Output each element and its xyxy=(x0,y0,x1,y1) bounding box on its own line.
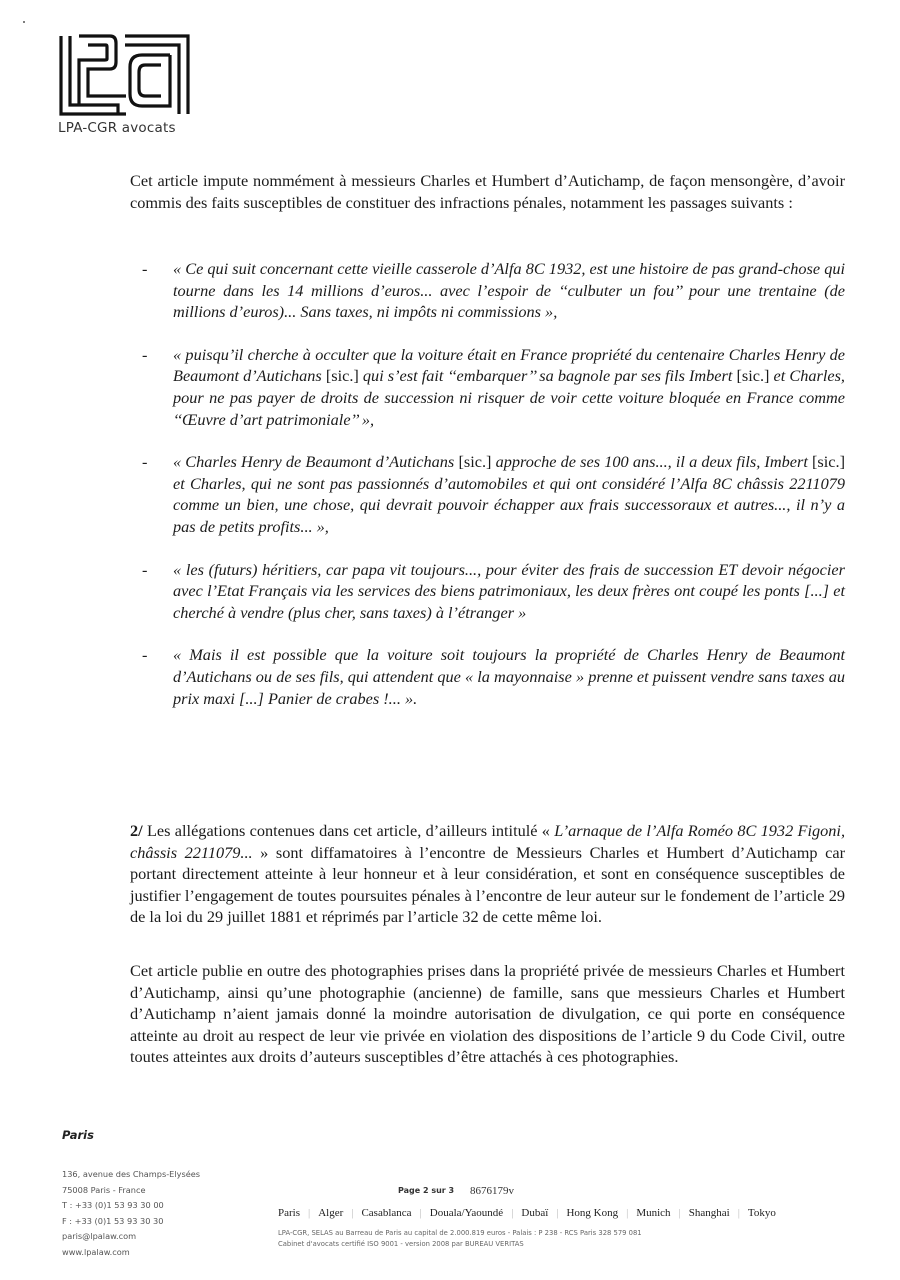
office-douala-yaounde: Douala/Yaoundé xyxy=(429,1207,504,1219)
quote-text: approche de ses 100 ans..., il a deux fils, Imbert xyxy=(491,452,812,472)
lpa-logo-mark-icon xyxy=(58,34,192,118)
sic-marker: [sic.] xyxy=(736,366,770,386)
office-alger: Alger xyxy=(318,1207,344,1219)
address-line: 75008 Paris - France xyxy=(62,1184,146,1195)
separator: | xyxy=(737,1207,740,1219)
separator: | xyxy=(678,1207,681,1219)
firm-name: LPA-CGR avocats xyxy=(58,120,176,136)
phone-line: T : +33 (0)1 53 93 30 00 xyxy=(62,1200,164,1210)
paragraph-rest: » sont diffamatoires à l’encontre de Messieurs Charles et Humbert d’Autichamp car portant directement atteinte à leur honneur et à leur considération, et sont en conséquence susceptibles de justifier l’engagement de toutes poursuites pénales à l’encontre de leur auteur sur le fondement de l’article 29 de la loi du 29 juillet 1881 et réprimés par l’article 32 de cette même loi. xyxy=(130,842,845,927)
quoted-passage xyxy=(130,644,845,709)
separator: | xyxy=(626,1207,629,1219)
quote-text: « les (futurs) héritiers, car papa vit toujours..., pour éviter des frais de succession ET devoir négocier avec l’Etat Français via les services des biens patrimoniaux, les deux frères ont coupé les ponts [...] et cherché à vendre (plus cher, sans taxes) à l’étranger » xyxy=(173,559,845,622)
separator: | xyxy=(556,1207,559,1219)
fax-line: F : +33 (0)1 53 93 30 30 xyxy=(62,1215,164,1226)
intro-paragraph: Cet article impute nommément à messieurs Charles et Humbert d’Autichamp, de façon mensongère, d’avoir commis des faits susceptibles de constituer des infractions pénales, notamment les passages suivants : xyxy=(130,171,845,212)
quote-text: « Ce qui suit concernant cette vieille casserole d’Alfa 8C 1932, est une histoire de pas grand-chose qui tourne dans les 14 millions d’euros... avec l’espoir de ‘‘culbuter un fou’’ pour une trentaine (de millions d’euros)... Sans taxes, ni impôts ni commissions », xyxy=(173,259,845,322)
address-line: 136, avenue des Champs-Elysées xyxy=(62,1169,201,1179)
office-list xyxy=(278,1206,776,1220)
office-tokyo: Tokyo xyxy=(747,1207,776,1219)
sic-marker: [sic.] xyxy=(325,366,359,386)
quote-text: et Charles, qui ne sont pas passionnés d’automobiles et qui ont considéré l’Alfa 8C châssis 2211079 comme un bien, une chose, qui devrait pouvoir échapper aux frais successoraux et autres..., il n’y a pas de petits profits... », xyxy=(173,473,845,536)
legal-line-registration: LPA-CGR, SELAS au Barreau de Paris au capital de 2.000.819 euros - Palais : P 238 - RCS Paris 328 579 081 xyxy=(278,1229,642,1237)
list-dash: - xyxy=(142,452,148,472)
document-reference-overprint: 8676179v xyxy=(470,1185,514,1197)
legal-notice xyxy=(278,1228,642,1250)
website-link[interactable]: www.lpalaw.com xyxy=(62,1246,130,1257)
list-dash: - xyxy=(142,344,148,364)
quoted-passages-list xyxy=(130,258,845,730)
legal-line-certification: Cabinet d'avocats certifié ISO 9001 - version 2008 par BUREAU VERITAS xyxy=(278,1240,524,1248)
quote-text: qui s’est fait ‘‘embarquer’’ sa bagnole par ses fils Imbert xyxy=(358,366,737,386)
sic-marker: [sic.] xyxy=(812,452,845,472)
separator: | xyxy=(308,1207,311,1219)
office-hong-kong: Hong Kong xyxy=(566,1207,619,1219)
office-shanghai: Shanghai xyxy=(688,1207,730,1219)
quote-text: « Charles Henry de Beaumont d’Autichans xyxy=(173,452,459,472)
office-paris: Paris xyxy=(278,1207,300,1219)
office-dubai: Dubaï xyxy=(521,1207,549,1219)
separator: | xyxy=(511,1207,514,1219)
paragraph-number: 2/ xyxy=(130,821,143,840)
office-munich: Munich xyxy=(636,1207,671,1219)
quote-text: « puisqu’il cherche à occulter que la voiture était en France propriété du centenaire Charles Henry de Beaumont d’Autichans xyxy=(173,344,845,386)
list-dash: - xyxy=(142,645,148,665)
separator: | xyxy=(351,1207,354,1219)
list-dash: - xyxy=(142,259,148,278)
quote-text: et Charles, pour ne pas payer de droits de succession ni risquer de voir cette voiture bloquée en France comme ‘‘Œuvre d’art patrimoniale’’ », xyxy=(173,366,845,429)
article-title: L’arnaque de l’Alfa Roméo 8C 1932 Figoni, châssis 2211079... xyxy=(130,821,846,862)
scan-speck xyxy=(23,21,25,23)
email-link[interactable]: paris@lpalaw.com xyxy=(62,1231,137,1241)
page-number: Page 2 sur 3 xyxy=(398,1186,455,1195)
quoted-passage xyxy=(130,451,845,537)
list-dash: - xyxy=(142,559,148,579)
quoted-passage xyxy=(130,344,845,430)
office-casablanca: Casablanca xyxy=(361,1207,412,1219)
quoted-passage xyxy=(130,258,845,323)
paragraph-lead: Les allégations contenues dans cet article, d’ailleurs intitulé « xyxy=(142,821,555,840)
defamation-paragraph xyxy=(130,820,845,928)
footer-address xyxy=(62,1167,262,1260)
footer-office-city: Paris xyxy=(62,1128,94,1142)
sic-marker: [sic.] xyxy=(458,452,492,472)
quoted-passage xyxy=(130,559,845,624)
quote-text: « Mais il est possible que la voiture soit toujours la propriété de Charles Henry de Beaumont d’Autichans ou de ses fils, qui attendent que « la mayonnaise » prenne et puissent vendre sans taxes au prix maxi [...] Panier de crabes !... ». xyxy=(173,645,845,708)
separator: | xyxy=(419,1207,422,1219)
firm-logo xyxy=(58,34,198,138)
privacy-paragraph: Cet article publie en outre des photographies prises dans la propriété privée de messieurs Charles et Humbert d’Autichamp, ainsi qu’une photographie (ancienne) de famille, sans que messieurs Charles et Humbert d’Autichamp n’aient jamais donné la moindre autorisation de divulgation, ce qui porte en conséquence atteinte au droit au respect de leur vie privée en violation des dispositions de l’article 9 du Code Civil, outre toutes atteintes aux droits d’auteurs susceptibles d’être attachés à ces photographies. xyxy=(130,961,845,1067)
